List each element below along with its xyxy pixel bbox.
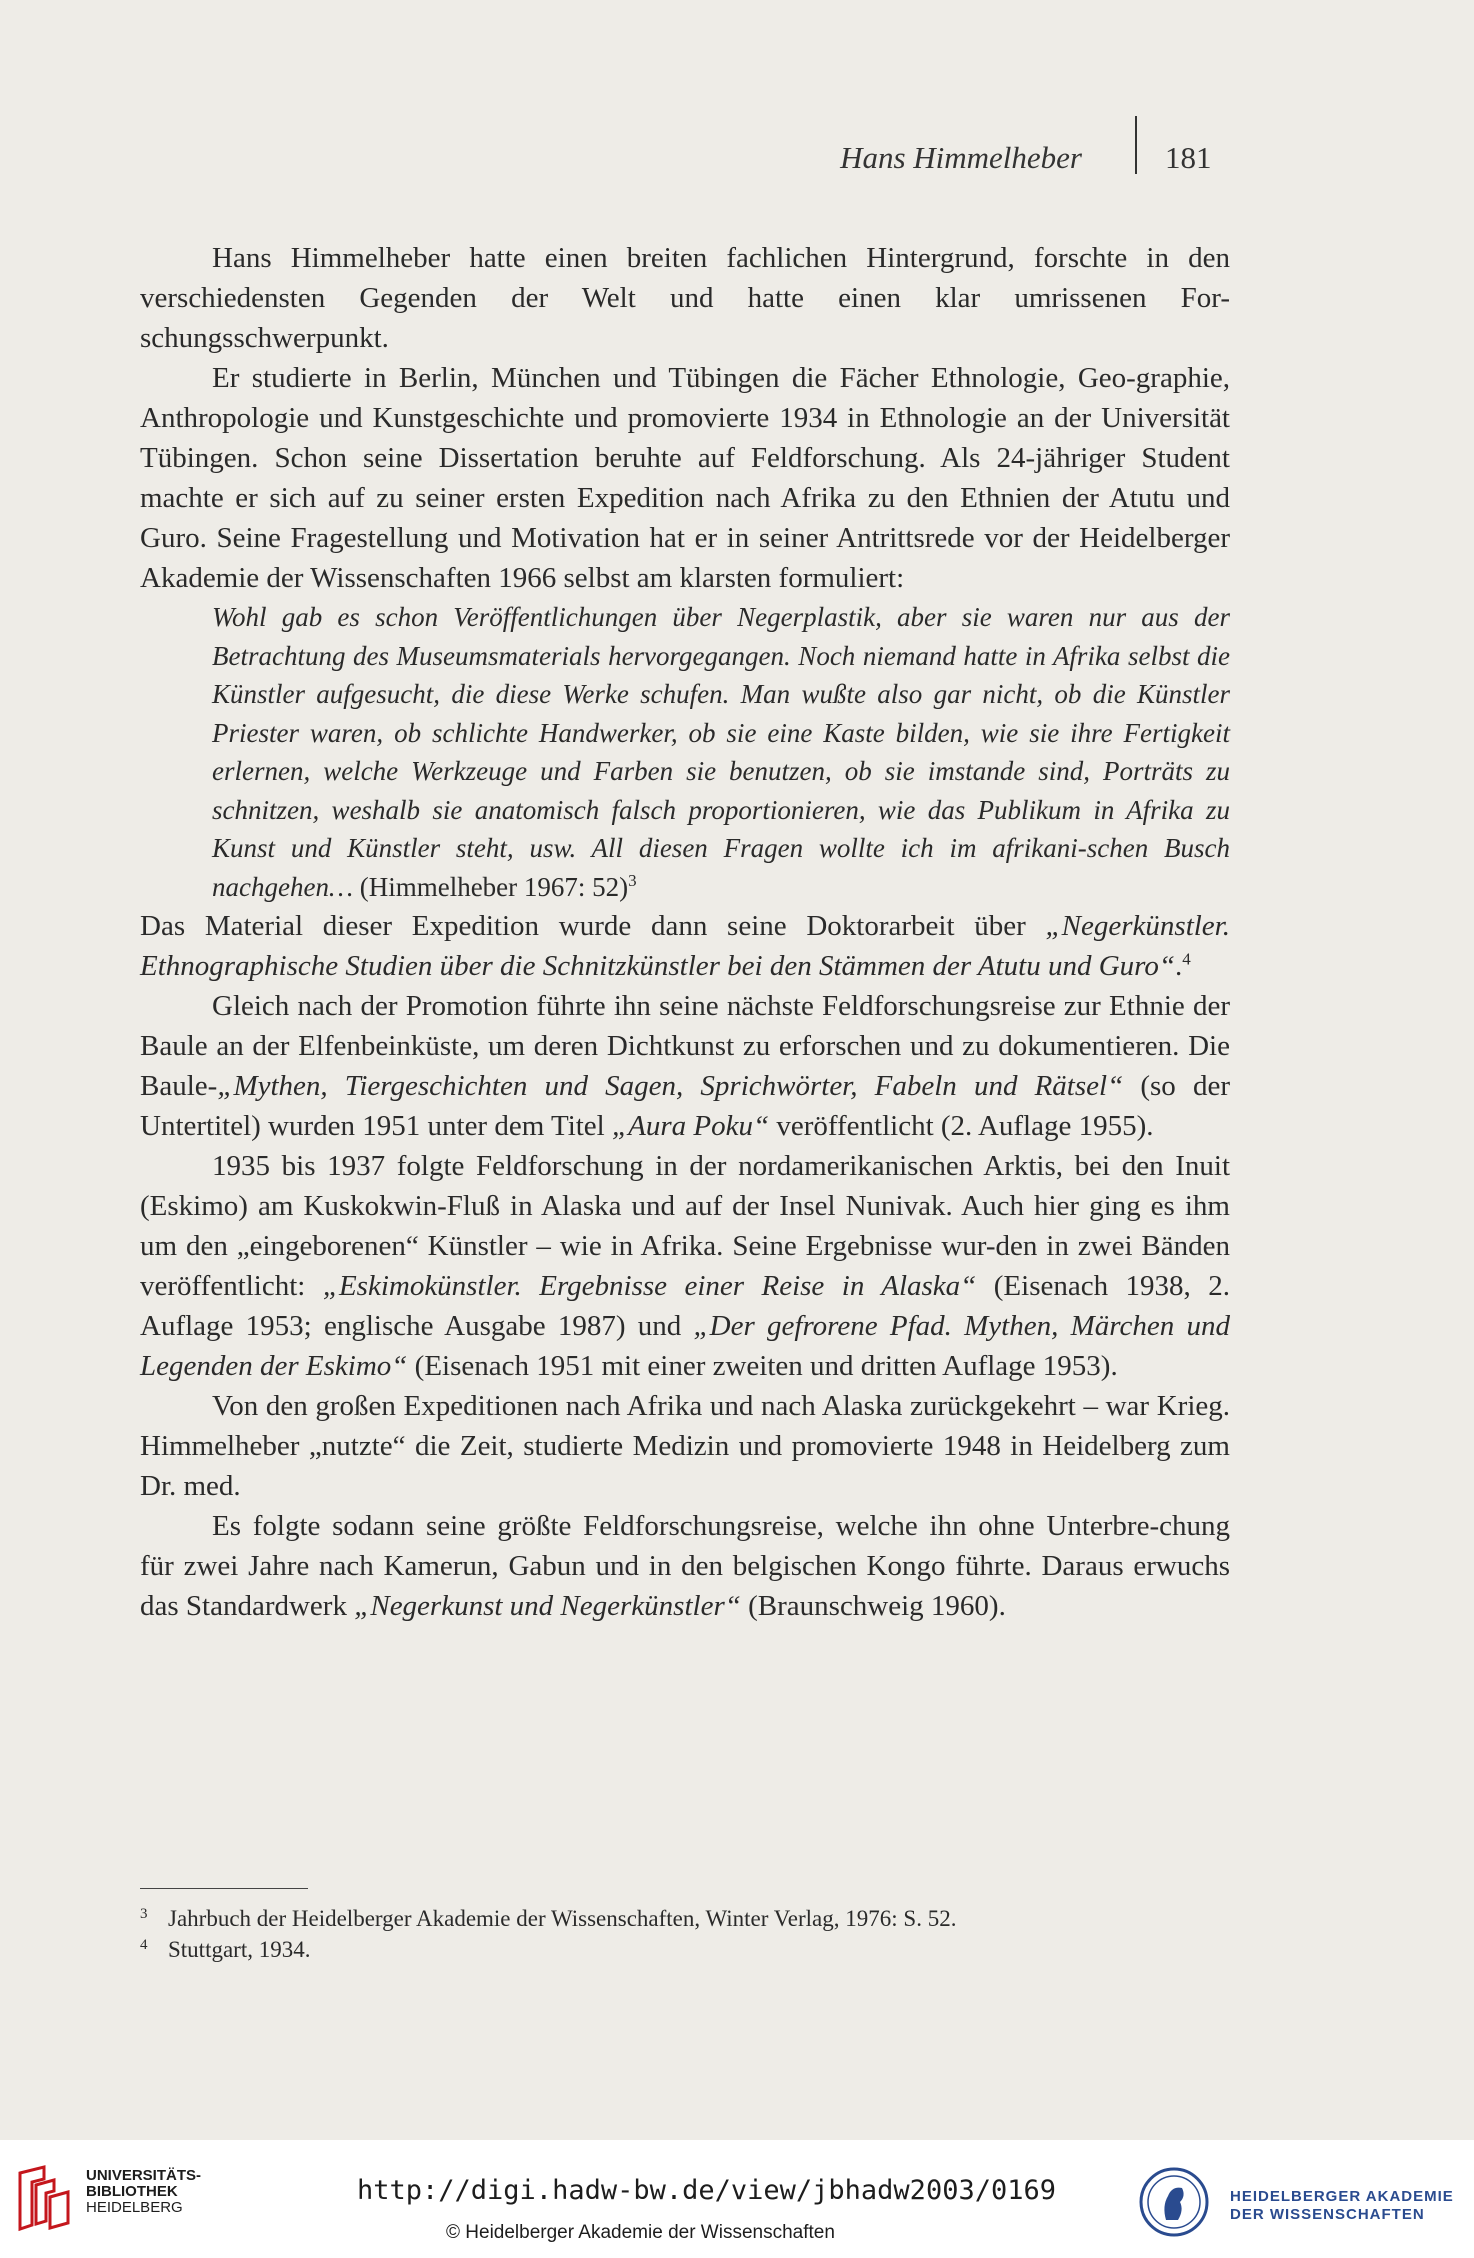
paragraph: Es folgte sodann seine größte Feldforschungsreise, welche ihn ohne Unterbre-chung für zwei Jahre nach Kamerun, Gabun und in den belgischen Kongo führte. Daraus erwuchs das Standardwerk „Negerkunst und Negerkünstler“ (Braunschweig 1960).	[140, 1510, 1230, 1622]
book-title: „Der gefrorene Pfad. Mythen, Märchen und Legenden der Eskimo“	[140, 1310, 1230, 1382]
running-head-author: Hans Himmelheber	[840, 140, 1082, 175]
paragraph: Von den großen Expeditionen nach Afrika und nach Alaska zurückgekehrt – war Krieg. Himmelheber „nutzte“ die Zeit, studierte Medizin und promovierte 1948 in Heidelberg zum Dr. med.	[140, 1390, 1230, 1502]
header-divider	[1135, 116, 1137, 174]
book-title: „Negerkunst und Negerkünstler“	[354, 1590, 741, 1622]
footnote	[140, 1903, 1230, 1934]
book-title: „Eskimokünstler. Ergebnisse einer Reise in Alaska“	[322, 1270, 977, 1302]
academy-name: HEIDELBERGER AKADEMIE DER WISSENSCHAFTEN	[1230, 2188, 1454, 2223]
footnote-ref: 4	[1182, 949, 1191, 969]
permalink-url[interactable]: http://digi.hadw-bw.de/view/jbhadw2003/0169	[357, 2175, 1056, 2206]
university-library-name: UNIVERSITÄTS- BIBLIOTHEK HEIDELBERG	[86, 2167, 202, 2216]
book-title: „Negerkünstler. Ethnographische Studien über die Schnitzkünstler bei den Stämmen der Atutu und Guro“	[140, 910, 1230, 982]
footnotes	[140, 1903, 1230, 1965]
quote-citation: (Himmelheber 1967: 52)	[359, 871, 629, 902]
footnote	[140, 1934, 1230, 1965]
footnote-ref: 3	[628, 870, 637, 890]
copyright-notice: © Heidelberger Akademie der Wissenschaften	[446, 2222, 835, 2243]
footnote-divider	[140, 1888, 308, 1889]
paragraph: Das Material dieser Expedition wurde dann seine Doktorarbeit über „Negerkünstler. Ethnographische Studien über die Schnitzkünstler bei den Stämmen der Atutu und Guro“.$^4$	[140, 910, 1230, 982]
body-text	[140, 238, 1230, 1626]
footnote-text: Jahrbuch der Heidelberger Akademie der Wissenschaften, Winter Verlag, 1976: S. 52.	[168, 1906, 957, 1931]
book-title: „Mythen, Tiergeschichten und Sagen, Sprichwörter, Fabeln und Rätsel“	[217, 1070, 1124, 1102]
paragraph: Hans Himmelheber hatte einen breiten fachlichen Hintergrund, forschte in den verschiedensten Gegenden der Welt und hatte einen klar umrissenen For-schungsschwerpunkt.	[140, 242, 1230, 354]
footnote-number: 3	[140, 1906, 148, 1922]
page-number: 181	[1165, 140, 1212, 175]
paragraph: 1935 bis 1937 folgte Feldforschung in der nordamerikanischen Arktis, bei den Inuit (Eskimo) am Kuskokwin-Fluß in Alaska und auf der Insel Nunivak. Auch hier ging es ihm um den „eingeborenen“ Künstler – wie in Afrika. Seine Ergebnisse wur-den in zwei Bänden veröffentlicht: „Eskimokünstler. Ergebnisse einer Reise in Alaska“ (Eisenach 1938, 2. Auflage 1953; englische Ausgabe 1987) und „Der gefrorene Pfad. Mythen, Märchen und Legenden der Eskimo“ (Eisenach 1951 mit einer zweiten und dritten Auflage 1953).	[140, 1150, 1230, 1382]
paragraph: Er studierte in Berlin, München und Tübingen die Fächer Ethnologie, Geo-graphie, Anthropologie und Kunstgeschichte und promovierte 1934 in Ethnologie an der Universität Tübingen. Schon seine Dissertation beruhte auf Feldforschung. Als 24-jähriger Student machte er sich auf zu seiner ersten Expedition nach Afrika zu den Ethnien der Atutu und Guro. Seine Fragestellung und Motivation hat er in seiner Antrittsrede vor der Heidelberger Akademie der Wissenschaften 1966 selbst am klarsten formuliert:	[140, 362, 1230, 594]
university-library-logo-icon	[14, 2165, 76, 2235]
footnote-number: 4	[140, 1937, 148, 1953]
academy-seal-icon	[1138, 2166, 1210, 2238]
book-title: „Aura Poku“	[612, 1110, 770, 1142]
footnote-text: Stuttgart, 1934.	[168, 1937, 311, 1962]
block-quote	[212, 598, 1230, 906]
quote-text: Wohl gab es schon Veröffentlichungen über Negerplastik, aber sie waren nur aus der Betrachtung des Museumsmaterials hervorgegangen. Noch niemand hatte in Afrika selbst die Künstler aufgesucht, die diese Werke schufen. Man wußte also gar nicht, ob die Künstler Priester waren, ob schlichte Handwerker, ob sie eine Kaste bilden, wie sie ihre Fertigkeit erlernen, welche Werkzeuge und Farben sie benutzen, ob sie imstande sind, Porträts zu schnitzen, weshalb sie anatomisch falsch proportionieren, wie das Publikum in Afrika zu Kunst und Künstler steht, usw. All diesen Fragen wollte ich im afrikani-schen Busch nachgehen…	[212, 602, 1230, 902]
paragraph: Gleich nach der Promotion führte ihn seine nächste Feldforschungsreise zur Ethnie der Baule an der Elfenbeinküste, um deren Dichtkunst zu erforschen und zu dokumentieren. Die Baule-„Mythen, Tiergeschichten und Sagen, Sprichwörter, Fabeln und Rätsel“ (so der Untertitel) wurden 1951 unter dem Titel „Aura Poku“ veröffentlicht (2. Auflage 1955).	[140, 990, 1230, 1142]
